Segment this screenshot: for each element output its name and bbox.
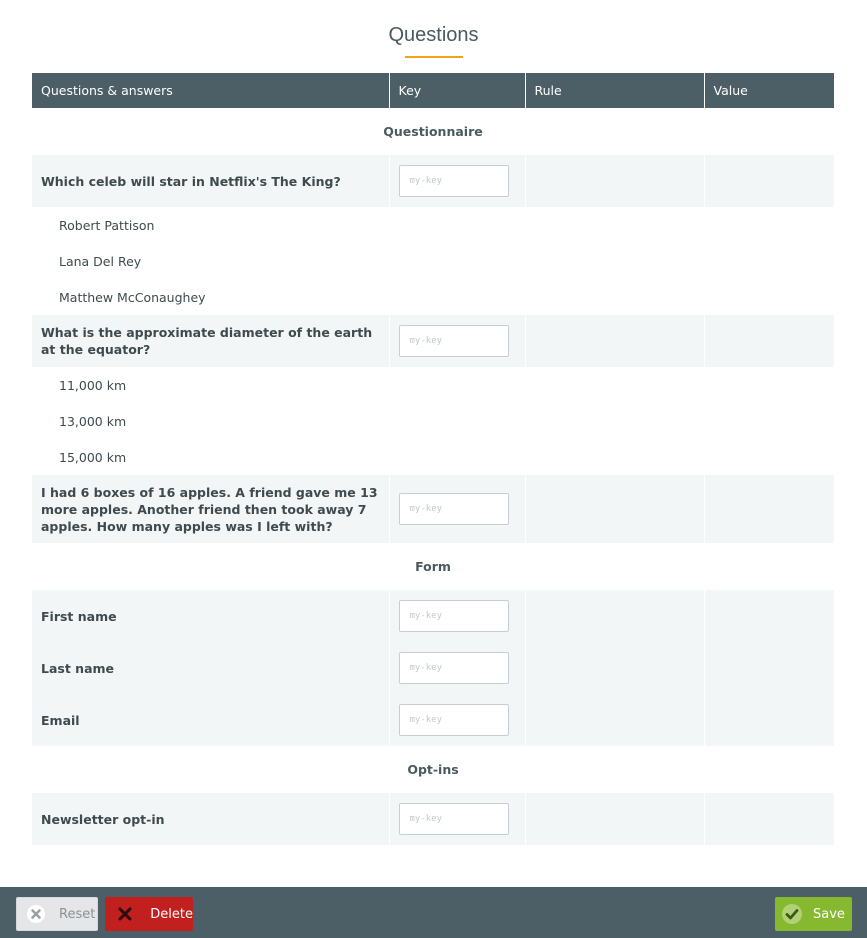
section-title-questionnaire: Questionnaire bbox=[383, 124, 483, 139]
value-cell bbox=[704, 315, 834, 367]
column-header-rule: Rule bbox=[525, 73, 704, 108]
check-circle-icon bbox=[781, 903, 803, 925]
key-input[interactable] bbox=[399, 652, 509, 684]
save-button[interactable] bbox=[775, 897, 852, 931]
column-header-key: Key bbox=[389, 73, 525, 108]
answer-text: Robert Pattison bbox=[59, 217, 155, 233]
answer-row bbox=[32, 367, 834, 403]
field-label: Newsletter opt-in bbox=[32, 793, 389, 845]
answer-row bbox=[32, 439, 834, 475]
key-cell bbox=[389, 590, 525, 642]
key-cell bbox=[389, 642, 525, 694]
question-row-1 bbox=[32, 155, 834, 207]
answer-row bbox=[32, 243, 834, 279]
answer-text: 15,000 km bbox=[59, 449, 127, 465]
delete-label: Delete bbox=[150, 906, 193, 922]
rule-cell bbox=[525, 642, 704, 694]
section-row-optins bbox=[32, 746, 834, 793]
save-label: Save bbox=[813, 906, 845, 922]
answer-text: Lana Del Rey bbox=[59, 253, 142, 269]
delete-x-icon bbox=[115, 903, 134, 925]
field-label: Email bbox=[32, 694, 389, 746]
key-input[interactable] bbox=[399, 600, 509, 632]
page-title: Questions bbox=[388, 24, 479, 46]
delete-button[interactable] bbox=[105, 897, 193, 931]
question-text: I had 6 boxes of 16 apples. A friend gave me 13 more apples. Another friend then took away 7 apples. How many apples was I left with? bbox=[32, 475, 389, 543]
value-cell bbox=[704, 155, 834, 207]
answer-row bbox=[32, 403, 834, 439]
value-cell bbox=[704, 793, 834, 845]
key-input[interactable] bbox=[399, 493, 509, 525]
column-header-value: Value bbox=[704, 73, 834, 108]
key-cell bbox=[389, 155, 525, 207]
title-underline bbox=[405, 56, 463, 58]
key-cell bbox=[389, 694, 525, 746]
key-input[interactable] bbox=[399, 325, 509, 357]
rule-cell bbox=[525, 155, 704, 207]
form-row-email bbox=[32, 694, 834, 746]
question-text: Which celeb will star in Netflix's The King? bbox=[32, 155, 389, 207]
section-title-form: Form bbox=[415, 559, 451, 574]
reset-label: Reset bbox=[59, 906, 96, 922]
value-cell bbox=[704, 642, 834, 694]
rule-cell bbox=[525, 315, 704, 367]
rule-cell bbox=[525, 793, 704, 845]
form-row-last-name bbox=[32, 642, 834, 694]
key-cell bbox=[389, 315, 525, 367]
key-cell bbox=[389, 793, 525, 845]
close-circle-icon bbox=[25, 903, 47, 925]
key-cell bbox=[389, 475, 525, 543]
answer-text: 13,000 km bbox=[59, 413, 127, 429]
question-text: What is the approximate diameter of the earth at the equator? bbox=[32, 315, 389, 367]
question-row-3 bbox=[32, 475, 834, 543]
value-cell bbox=[704, 694, 834, 746]
rule-cell bbox=[525, 694, 704, 746]
title-area bbox=[0, 24, 867, 58]
optin-row-newsletter bbox=[32, 793, 834, 845]
field-label: Last name bbox=[32, 642, 389, 694]
answer-row bbox=[32, 279, 834, 315]
rule-cell bbox=[525, 590, 704, 642]
field-label: First name bbox=[32, 590, 389, 642]
answer-text: Matthew McConaughey bbox=[59, 289, 206, 305]
section-title-optins: Opt-ins bbox=[407, 762, 459, 777]
reset-button[interactable] bbox=[16, 897, 98, 931]
form-row-first-name bbox=[32, 590, 834, 642]
section-row-questionnaire bbox=[32, 108, 834, 155]
key-input[interactable] bbox=[399, 803, 509, 835]
key-input[interactable] bbox=[399, 165, 509, 197]
answer-row bbox=[32, 207, 834, 243]
table-header-row bbox=[32, 73, 834, 108]
key-input[interactable] bbox=[399, 704, 509, 736]
section-row-form bbox=[32, 543, 834, 590]
value-cell bbox=[704, 590, 834, 642]
footer-toolbar bbox=[0, 887, 867, 938]
question-row-2 bbox=[32, 315, 834, 367]
value-cell bbox=[704, 475, 834, 543]
rule-cell bbox=[525, 475, 704, 543]
column-header-questions: Questions & answers bbox=[32, 73, 389, 108]
answer-text: 11,000 km bbox=[59, 377, 127, 393]
questions-table bbox=[32, 73, 834, 845]
